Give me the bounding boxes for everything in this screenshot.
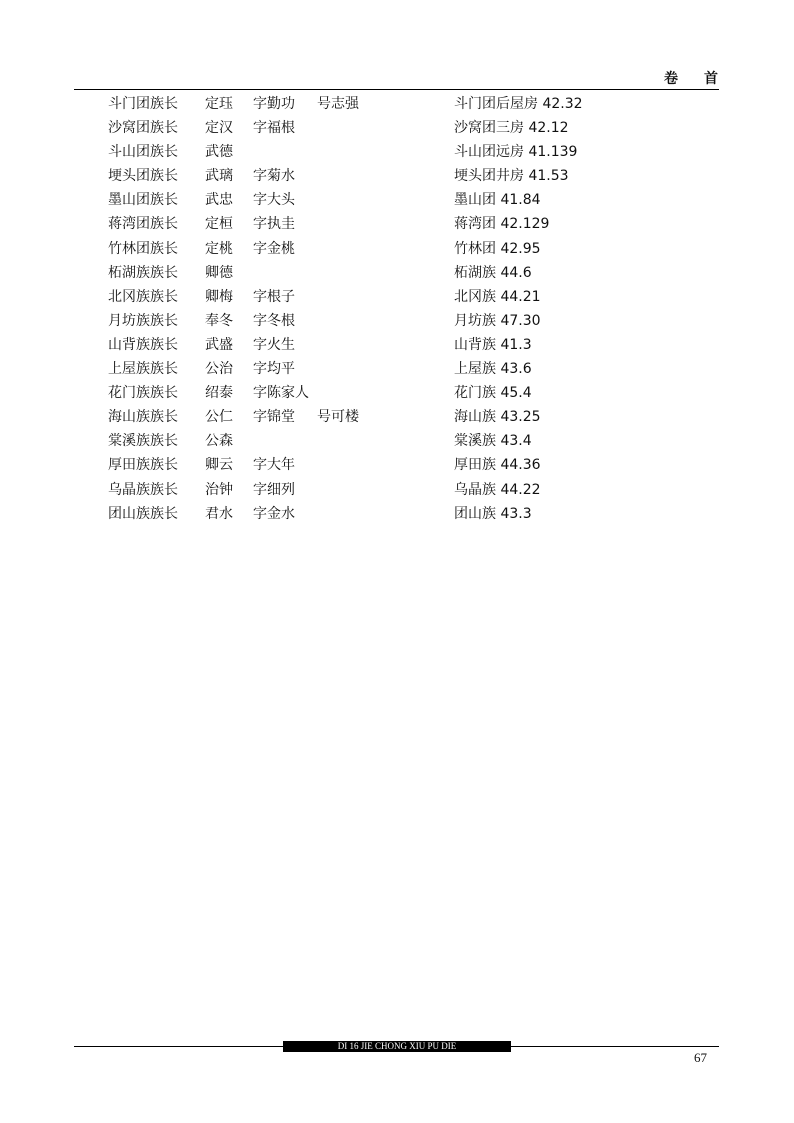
entry-name: 定桃: [205, 240, 233, 257]
entry-row: [0, 118, 794, 142]
entry-location: 北冈族 44.21: [454, 288, 541, 305]
entry-courtesy-name: 字均平: [253, 361, 295, 378]
entry-courtesy-name: 字锦堂: [253, 409, 295, 426]
entry-location: 柘湖族 44.6: [454, 264, 532, 281]
entry-title: 斗山团族长: [108, 144, 178, 161]
entry-row: [0, 142, 794, 166]
entry-location: 上屋族 43.6: [454, 361, 532, 378]
entry-courtesy-name: 字金桃: [253, 240, 295, 257]
entry-location: 蒋湾团 42.129: [454, 216, 550, 233]
entry-row: [0, 455, 794, 479]
entry-row: [0, 239, 794, 263]
entry-courtesy-name: 字根子: [253, 288, 295, 305]
entry-row: [0, 359, 794, 383]
entry-art-name: 号志强: [317, 96, 359, 112]
entry-location: 海山族 43.25: [454, 409, 541, 426]
entry-name: 君水: [205, 505, 233, 522]
entry-name: 武璃: [205, 168, 233, 185]
entry-title: 棠溪族族长: [108, 433, 178, 450]
entry-name: 公治: [205, 361, 233, 378]
entry-art-name: 号可楼: [317, 409, 359, 426]
entry-location: 团山族 43.3: [454, 505, 532, 522]
entry-name: 武盛: [205, 336, 233, 353]
entry-title: 北冈族族长: [108, 288, 178, 305]
page-number: 67: [694, 1050, 707, 1065]
entry-title: 埂头团族长: [108, 168, 178, 185]
entry-row: [0, 263, 794, 287]
entry-location: 乌晶族 44.22: [454, 481, 541, 498]
entry-courtesy-name: 字菊水: [253, 168, 295, 185]
entry-row: [0, 190, 794, 214]
entry-courtesy-name: 字火生: [253, 336, 295, 353]
entry-location: 竹林团 42.95: [454, 240, 541, 257]
entry-title: 蒋湾团族长: [108, 216, 178, 233]
entry-location: 沙窝团三房 42.12: [454, 120, 569, 137]
entry-location: 山背族 41.3: [454, 336, 532, 353]
entry-location: 斗山团远房 41.139: [454, 144, 578, 161]
entry-title: 花门族族长: [108, 385, 178, 402]
entry-location: 月坊族 47.30: [454, 312, 541, 329]
footer-band: DI 16 JIE CHONG XIU PU DIE: [283, 1041, 511, 1052]
entry-row: [0, 335, 794, 359]
entry-row: [0, 214, 794, 238]
entry-courtesy-name: 字大年: [253, 457, 295, 474]
entry-row: [0, 480, 794, 504]
entry-list: [0, 94, 794, 528]
entry-name: 卿云: [205, 457, 233, 474]
entry-name: 公森: [205, 433, 233, 450]
entry-courtesy-name: 字勤功: [253, 96, 295, 112]
entry-name: 公仁: [205, 409, 233, 426]
entry-title: 海山族族长: [108, 409, 178, 426]
entry-row: [0, 504, 794, 528]
entry-title: 月坊族族长: [108, 312, 178, 329]
entry-title: 团山族族长: [108, 505, 178, 522]
entry-name: 武德: [205, 144, 233, 161]
entry-title: 乌晶族族长: [108, 481, 178, 498]
entry-title: 山背族族长: [108, 336, 178, 353]
entry-row: [0, 166, 794, 190]
entry-location: 棠溪族 43.4: [454, 433, 532, 450]
entry-name: 卿德: [205, 264, 233, 281]
entry-location: 斗门团后屋房 42.32: [454, 96, 583, 112]
entry-row: [0, 94, 794, 118]
entry-courtesy-name: 字福根: [253, 120, 295, 137]
entry-courtesy-name: 字细列: [253, 481, 295, 498]
entry-title: 竹林团族长: [108, 240, 178, 257]
entry-title: 厚田族族长: [108, 457, 178, 474]
entry-name: 武忠: [205, 192, 233, 209]
entry-courtesy-name: 字冬根: [253, 312, 295, 329]
entry-name: 定珏: [205, 96, 233, 112]
entry-name: 绍泰: [205, 385, 233, 402]
entry-location: 墨山团 41.84: [454, 192, 541, 209]
entry-name: 定桓: [205, 216, 233, 233]
entry-courtesy-name: 字陈家人: [253, 385, 309, 402]
entry-name: 治钟: [205, 481, 233, 498]
entry-title: 斗门团族长: [108, 96, 178, 112]
entry-location: 花门族 45.4: [454, 385, 532, 402]
entry-courtesy-name: 字执圭: [253, 216, 295, 233]
entry-location: 埂头团井房 41.53: [454, 168, 569, 185]
entry-title: 上屋族族长: [108, 361, 178, 378]
entry-name: 定汉: [205, 120, 233, 137]
header-rule: [74, 89, 719, 90]
entry-row: [0, 431, 794, 455]
entry-title: 柘湖族族长: [108, 264, 178, 281]
entry-courtesy-name: 字金水: [253, 505, 295, 522]
entry-row: [0, 287, 794, 311]
entry-row: [0, 383, 794, 407]
header-title: 卷首: [664, 71, 744, 87]
entry-name: 奉冬: [205, 312, 233, 329]
entry-title: 墨山团族长: [108, 192, 178, 209]
entry-courtesy-name: 字大头: [253, 192, 295, 209]
entry-row: [0, 311, 794, 335]
entry-location: 厚田族 44.36: [454, 457, 541, 474]
entry-title: 沙窝团族长: [108, 120, 178, 137]
entry-row: [0, 407, 794, 431]
entry-name: 卿梅: [205, 288, 233, 305]
